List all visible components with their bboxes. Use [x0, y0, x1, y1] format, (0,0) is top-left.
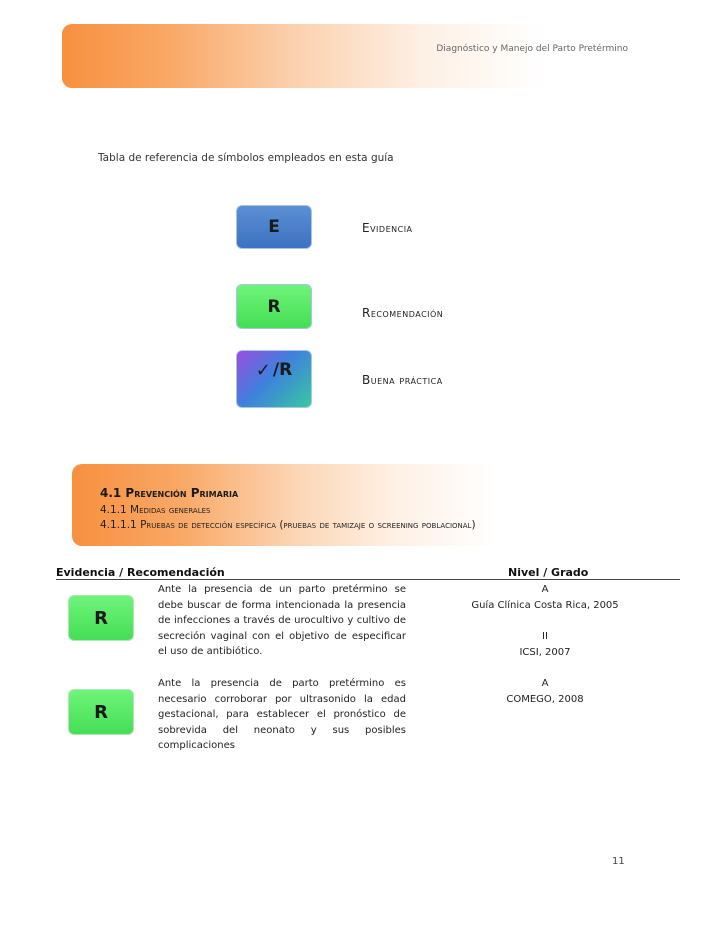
page-number: 11 [612, 856, 625, 867]
evidence-label: Evidencia [362, 221, 413, 235]
grade-level: A [541, 678, 549, 689]
good-practice-symbol-letter: /R [272, 360, 293, 380]
grade-level: A [541, 584, 549, 595]
recommendation-badge [68, 689, 134, 735]
good-practice-label: Buena práctica [362, 373, 443, 387]
checkmark-icon: ✓ [255, 360, 271, 381]
table-header-evidence: Evidencia / Recomendación [56, 566, 225, 579]
recommendation-badge-letter: R [94, 607, 108, 629]
good-practice-symbol [236, 350, 312, 408]
document-title: Diagnóstico y Manejo del Parto Pretérmino [436, 44, 628, 54]
recommendation-badge-letter: R [94, 701, 108, 723]
section-heading-2: 4.1.1 Medidas generales [100, 504, 211, 516]
recommendation-symbol [236, 284, 312, 329]
section-heading-1: 4.1 Prevención Primaria [100, 486, 239, 500]
grade-level: II [542, 631, 548, 642]
section-heading-3: 4.1.1.1 Pruebas de detección específica (pruebas de tamizaje o screening poblacional) [100, 519, 476, 531]
evidence-symbol [236, 205, 312, 249]
table-header-divider [56, 579, 680, 580]
grade-source: ICSI, 2007 [519, 647, 571, 658]
recommendation-badge [68, 595, 134, 641]
header-banner [62, 24, 662, 88]
symbols-intro: Tabla de referencia de símbolos empleados en esta guía [98, 152, 394, 164]
recommendation-symbol-letter: R [267, 296, 281, 317]
recommendation-label: Recomendación [362, 306, 444, 320]
grade-source: Guía Clínica Costa Rica, 2005 [471, 600, 619, 611]
table-header-grade: Nivel / Grado [508, 566, 589, 579]
evidence-symbol-letter: E [268, 217, 280, 237]
table-row-text: Ante la presencia de un parto pretérmino se debe buscar de forma intencionada la presencia de infecciones a través de urocultivo y cultivo de secreción vaginal con el objetivo de especificar el uso de antibiótico. [158, 584, 406, 658]
grade-source: COMEGO, 2008 [506, 694, 584, 705]
table-row-text: Ante la presencia de parto pretérmino es necesario corroborar por ultrasonido la edad gestacional, para establecer el pronóstico de sobrevida del neonato y sus posibles complicaciones [158, 678, 406, 752]
